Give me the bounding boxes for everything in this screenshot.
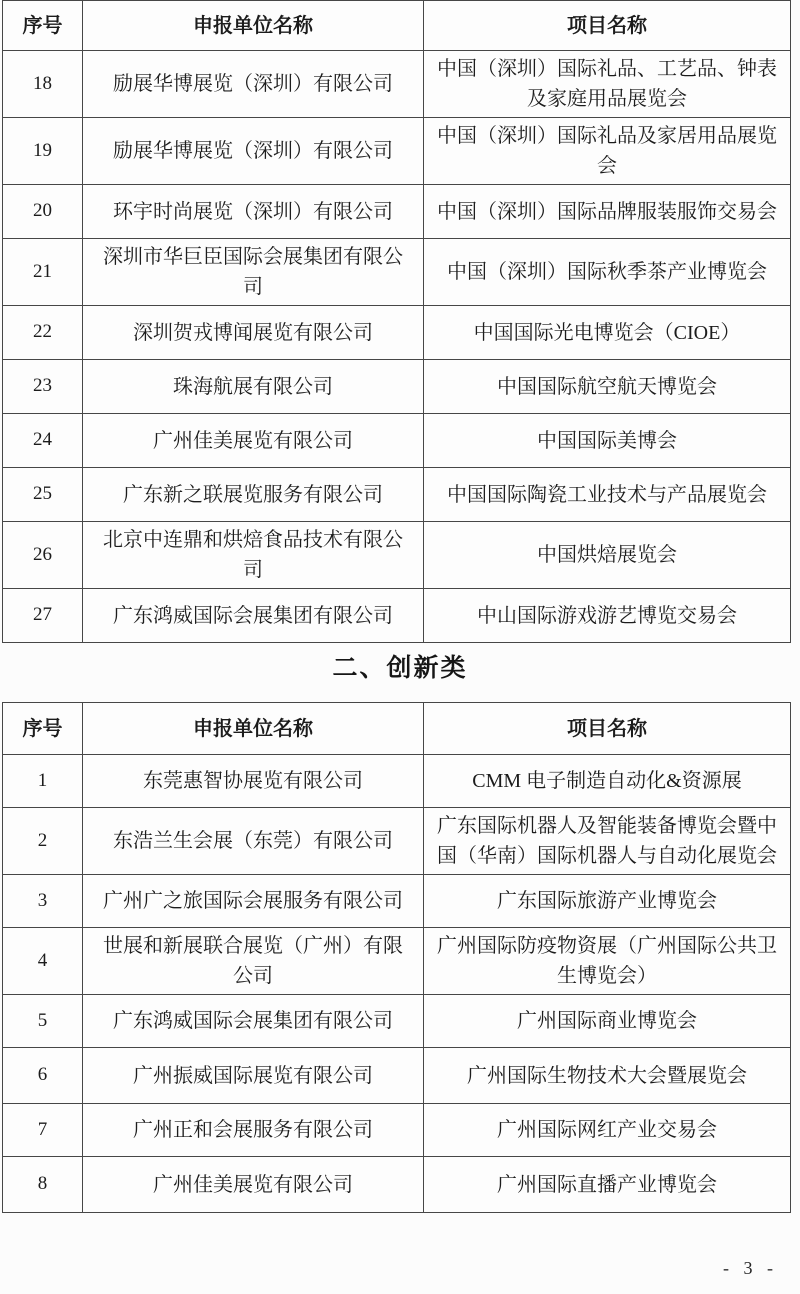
table-row	[3, 875, 791, 928]
row-number-cell: 25	[3, 468, 83, 522]
row-number-cell: 4	[3, 928, 83, 995]
project-name-cell: 广州国际网红产业交易会	[424, 1104, 791, 1157]
row-number-cell: 23	[3, 360, 83, 414]
company-name-cell: 广州广之旅国际会展服务有限公司	[83, 875, 424, 928]
company-name-cell: 广东新之联展览服务有限公司	[83, 468, 424, 522]
column-header-no: 序号	[3, 1, 83, 51]
category1-table-header	[3, 1, 791, 51]
row-number-cell: 5	[3, 995, 83, 1048]
row-number-cell: 19	[3, 118, 83, 185]
company-name-cell: 励展华博展览（深圳）有限公司	[83, 51, 424, 118]
column-header-no: 序号	[3, 703, 83, 755]
table-row	[3, 1157, 791, 1213]
table-row	[3, 1104, 791, 1157]
table-row	[3, 589, 791, 643]
table-row	[3, 808, 791, 875]
company-name-cell: 珠海航展有限公司	[83, 360, 424, 414]
row-number-cell: 20	[3, 185, 83, 239]
row-number-cell: 8	[3, 1157, 83, 1213]
project-name-cell: 中国国际陶瓷工业技术与产品展览会	[424, 468, 791, 522]
column-header-company: 申报单位名称	[83, 703, 424, 755]
company-name-cell: 深圳市华巨臣国际会展集团有限公司	[83, 239, 424, 306]
project-name-cell: 广州国际商业博览会	[424, 995, 791, 1048]
table-row	[3, 928, 791, 995]
category2-table	[2, 702, 791, 1213]
company-name-cell: 北京中连鼎和烘焙食品技术有限公司	[83, 522, 424, 589]
category2-table-header	[3, 703, 791, 755]
table-row	[3, 1048, 791, 1104]
column-header-project: 项目名称	[424, 1, 791, 51]
table-row	[3, 360, 791, 414]
project-name-cell: 广州国际直播产业博览会	[424, 1157, 791, 1213]
company-name-cell: 广州振威国际展览有限公司	[83, 1048, 424, 1104]
project-name-cell: 中国国际美博会	[424, 414, 791, 468]
row-number-cell: 6	[3, 1048, 83, 1104]
header-row	[3, 703, 791, 755]
project-name-cell: 广东国际旅游产业博览会	[424, 875, 791, 928]
project-name-cell: 广州国际防疫物资展（广州国际公共卫生博览会）	[424, 928, 791, 995]
row-number-cell: 26	[3, 522, 83, 589]
table-row	[3, 51, 791, 118]
column-header-company: 申报单位名称	[83, 1, 424, 51]
company-name-cell: 广东鸿威国际会展集团有限公司	[83, 995, 424, 1048]
company-name-cell: 世展和新展联合展览（广州）有限公司	[83, 928, 424, 995]
column-header-project: 项目名称	[424, 703, 791, 755]
page-number: - 3 -	[723, 1258, 778, 1278]
project-name-cell: 中国（深圳）国际礼品及家居用品展览会	[424, 118, 791, 185]
company-name-cell: 广州正和会展服务有限公司	[83, 1104, 424, 1157]
category1-table	[2, 0, 791, 643]
category2-table-body	[3, 755, 791, 1213]
table-row	[3, 995, 791, 1048]
table-row	[3, 522, 791, 589]
row-number-cell: 22	[3, 306, 83, 360]
row-number-cell: 7	[3, 1104, 83, 1157]
project-name-cell: 广州国际生物技术大会暨展览会	[424, 1048, 791, 1104]
row-number-cell: 21	[3, 239, 83, 306]
project-name-cell: 中国国际航空航天博览会	[424, 360, 791, 414]
row-number-cell: 18	[3, 51, 83, 118]
company-name-cell: 东浩兰生会展（东莞）有限公司	[83, 808, 424, 875]
company-name-cell: 广东鸿威国际会展集团有限公司	[83, 589, 424, 643]
row-number-cell: 27	[3, 589, 83, 643]
table-row	[3, 185, 791, 239]
row-number-cell: 2	[3, 808, 83, 875]
project-name-cell: 中国（深圳）国际秋季茶产业博览会	[424, 239, 791, 306]
row-number-cell: 3	[3, 875, 83, 928]
company-name-cell: 励展华博展览（深圳）有限公司	[83, 118, 424, 185]
company-name-cell: 东莞惠智协展览有限公司	[83, 755, 424, 808]
project-name-cell: 广东国际机器人及智能装备博览会暨中国（华南）国际机器人与自动化展览会	[424, 808, 791, 875]
table-row	[3, 118, 791, 185]
project-name-cell: 中国（深圳）国际品牌服装服饰交易会	[424, 185, 791, 239]
project-name-cell: 中国（深圳）国际礼品、工艺品、钟表及家庭用品展览会	[424, 51, 791, 118]
project-name-cell: 中山国际游戏游艺博览交易会	[424, 589, 791, 643]
table-row	[3, 239, 791, 306]
row-number-cell: 1	[3, 755, 83, 808]
category1-table-body	[3, 51, 791, 643]
header-row	[3, 1, 791, 51]
project-name-cell: 中国烘焙展览会	[424, 522, 791, 589]
table-row	[3, 468, 791, 522]
row-number-cell: 24	[3, 414, 83, 468]
company-name-cell: 广州佳美展览有限公司	[83, 414, 424, 468]
table-row	[3, 306, 791, 360]
company-name-cell: 深圳贺戎博闻展览有限公司	[83, 306, 424, 360]
project-name-cell: 中国国际光电博览会（CIOE）	[424, 306, 791, 360]
table-row	[3, 755, 791, 808]
company-name-cell: 广州佳美展览有限公司	[83, 1157, 424, 1213]
project-name-cell: CMM 电子制造自动化&资源展	[424, 755, 791, 808]
company-name-cell: 环宇时尚展览（深圳）有限公司	[83, 185, 424, 239]
table-row	[3, 414, 791, 468]
section-heading-innovation-category: 二、创新类	[332, 654, 468, 682]
